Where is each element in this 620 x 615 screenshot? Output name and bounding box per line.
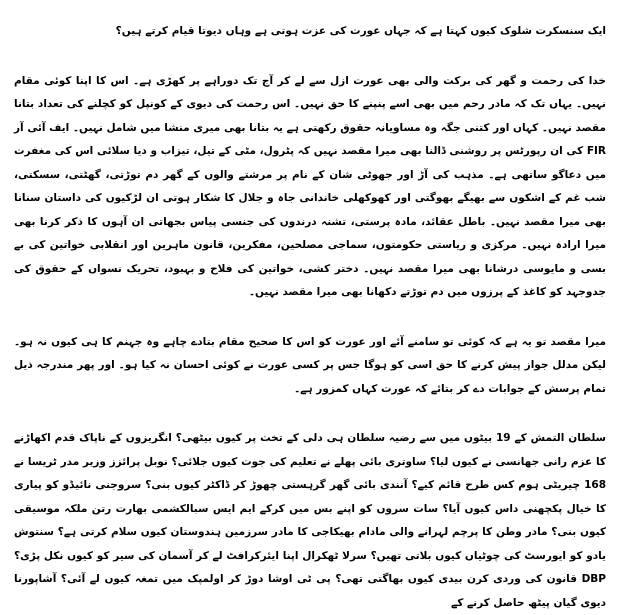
paragraph-1: خدا کی رحمت و گھر کی برکت والی بھی عورت ازل سے لے کر آج تک دوراہے پر کھڑی ہے۔ اس کا اپنا کوئی مقام نہیں۔ یہاں تک کہ مادر رحم میں بھی اسے پنپنے کا حق نہیں۔ اس رحمت کی دیوی کے کونپل کو کچلنے کی تعداد بتانا مقصد نہیں۔ کہاں اور کتنی جگہ وہ مساویانہ حقوق رکھتی ہے یہ بتانا بھی میری منشا میں شامل نہیں۔ ایف آئی آر FIR کی ان رپورٹس پر روشنی ڈالنا بھی میرا مقصد نہیں کہ پٹرول، مٹی کے تیل، تیزاب و دیا سلائی اس کی مغفرت میں دعاگو ساتھی ہے۔ مذہب کی آڑ اور جھوٹی شان کے نام پر مرشتے والوں کے گھر دم توڑتی، گھٹتی، سسکتی، شب غم کے اشکوں سے بھیگے بھوگتی اور کھوکھلی خاندانی جاہ و جلال کا شکار ہوتی ان لڑکیوں کی داستان سنانا بھی میرا مقصد نہیں۔ باطل عقائد، مادہ پرستی، تشنہ درندوں کی جنسی پیاس بجھاتی ان آہوں کا ذکر کرنا بھی میرا ارادہ نہیں۔ مرکزی و ریاستی حکومتوں، سماجی مصلحین، مفکرین، قانون ماہرین اور انقلابی خواتین کی بے بسی و مایوسی درشانا بھی میرا مقصد نہیں۔ دختر کشی، خواتین کی فلاح و بہبود، تحریک نسواں کے حقوق کی جدوجہد کو کاغذ کے پرزوں میں دم توڑتے دکھانا بھی میرا مقصد نہیں۔ [14,74,606,298]
paragraph-2: میرا مقصد تو یہ ہے کہ کوئی تو سامنے آئے اور عورت کو اس کا صحیح مقام بتادے چاہے وہ جہنم کا ہی کیوں نہ ہو۔ لیکن مدلل جواز پیش کرنے کا حق اسی کو ہوگا جس پر کسی عورت نے کوئی احسان نہ کیا ہو۔ اور پھر مندرجہ ذیل تمام پرسش کے جوابات دے کر بتائے کہ عورت کہاں کمزور ہے۔ [14,335,606,395]
paragraph-3: سلطان التمش کے 19 بیٹوں میں سے رضیہ سلطان ہی دلی کے تخت پر کیوں بیٹھی؟ انگریزوں کے ناپاک قدم اکھاڑنے کا عزم رانی جھانسی نے کیوں لیا؟ ساوتری بائی پھلے نے تعلیم کی جوت کیوں جلائی؟ نوبل پرائزز وزیر مدر ٹریسا نے 168 چیریٹی ہوم کس طرح قائم کیے؟ آنندی بائی گھر گرہستی چھوڑ کر ڈاکٹر کیوں بنی؟ سروجنی نائیڈو کو پیاری کا خیال پکچھنی داس کیوں آیا؟ سات سروں کو اپنے بس میں کرکے ایم ایس سبالکشمی بھارت رتن ملکہ موسیقی کیوں بنی؟ مادر وطن کا پرچم لہرانے والی مادام بھیکاجی کا مادر سرزمین ہندوستان کیوں سلام کرتی ہے؟ سنتوش یادو کو ایورسٹ کی چوٹیاں کیوں بلاتی تھیں؟ سرلا ٹھکرال اپنا ایئرکرافٹ لے کر آسمان کی سیر کو کیوں نکل پڑی؟ DBP قانون کی وردی کرن بیدی کیوں بھاگتی تھی؟ پی ٹی اوشا دوڑ کر اولمپک میں تمغہ کیوں لے آئی؟ آشاپورنا دیوی گیان پیٹھ حاصل کرنے کے [14,432,606,609]
question-heading: ایک سنسکرت شلوک کیوں کہتا ہے کہ جہاں عورت کی عزت ہوتی ہے وہاں دیوتا قیام کرتے ہیں؟ [115,25,606,37]
